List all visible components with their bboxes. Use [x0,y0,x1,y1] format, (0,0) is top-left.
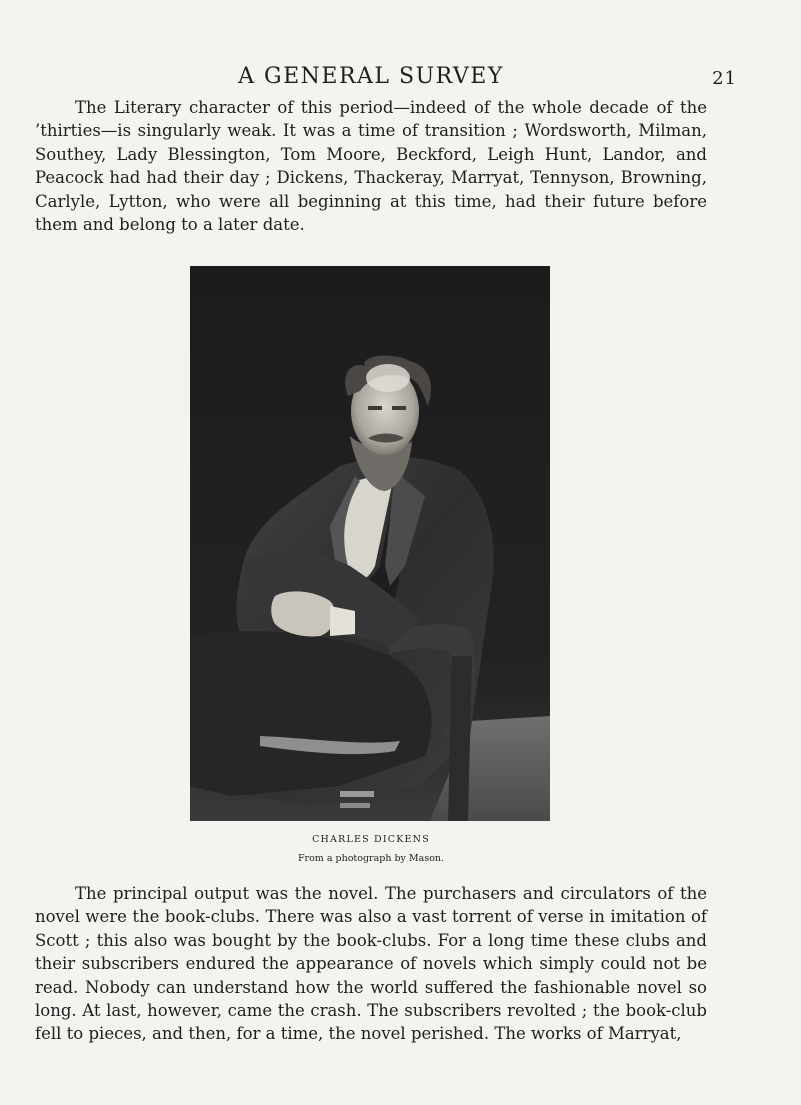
paragraph-literary-character: The Literary character of this period—indeed of the whole decade of the ’thirties—is singularly weak. It was a time of transition ; Wordsworth, Milman, Southey, Lady Blessington, Tom Moore, Beckford, Leigh Hunt, Landor, and Peacock had had their day ; Dickens, Thackeray, Marryat, Tennyson, Browning, Carlyle, Lytton, who were all beginning at this time, had their future before them and belong to a later date. [35,98,707,235]
paragraph-principal-output: The principal output was the novel. The purchasers and circulators of the novel were the book-clubs. There was also a vast torrent of verse in imitation of Scott ; this also was bought by the book-clubs. For a long time these clubs and their subscribers endured the appearance of novels which simply could not be read. Nobody can understand how the world suffered the fashionable novel so long. At last, however, came the crash. The subscribers revolted ; the book-club fell to pieces, and then, for a time, the novel perished. The works of Marryat, [35,884,707,1044]
caption-title: CHARLES DICKENS [312,834,430,845]
portrait-image [190,266,550,821]
running-title: A GENERAL SURVEY [238,64,504,89]
page-number: 21 [712,68,737,89]
running-head [0,62,801,92]
caption-credit: From a photograph by Mason. [297,853,445,864]
portrait-photograph [190,266,550,821]
